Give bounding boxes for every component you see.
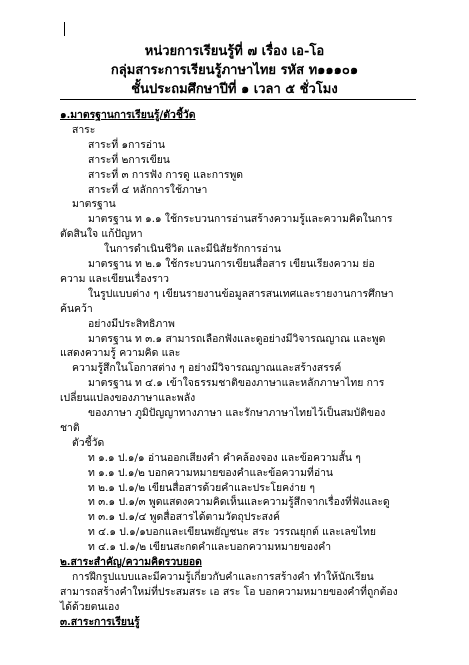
body-line: สาระที่ ๒การเขียน	[88, 153, 170, 166]
body-line: ท ๓.๑ ป.๑/๓ พูดแสดงความคิดเห็นและความรู้สึกจากเรื่องที่ฟังและดู	[88, 496, 390, 509]
body-line: ท ๑.๑ ป.๑/๑ อ่านออกเสียงคำ คำคล้องจอง และข้อความสั้น ๆ	[88, 451, 361, 464]
body-line: อย่างมีประสิทธิภาพ	[88, 317, 175, 330]
body-line: สาระที่ ๑การอ่าน	[88, 138, 165, 151]
body-line: มาตรฐาน ท ๔.๑ เข้าใจธรรมชาติของภาษาและหลักภาษาไทย การ	[88, 377, 385, 390]
body-line: ท ๑.๑ ป.๑/๒ บอกความหมายของคำและข้อความที่อ่าน	[88, 466, 334, 479]
body-line: ท ๔.๑ ป.๑/๑บอกและเขียนพยัญชนะ สระ วรรณยุกต์ และเลขไทย	[88, 526, 376, 539]
body-line: สาระ	[72, 123, 96, 136]
body-line: มาตรฐาน ท ๒.๑ ใช้กระบวนการเขียนสื่อสาร เขียนเรียงความ ย่อ	[88, 258, 375, 270]
body-line: ในการดำเนินชีวิต และมีนิสัยรักการอ่าน	[104, 243, 281, 256]
section-heading: ๑.มาตรฐานการเรียนรู้/ตัวชี้วัด	[60, 109, 196, 121]
body-line: มาตรฐาน ท ๑.๑ ใช้กระบวนการอ่านสร้างความรู้และความคิดในการ	[88, 213, 393, 226]
text-cursor	[64, 22, 65, 36]
grade-line: ชั้นประถมศึกษาปีที่ ๑ เวลา ๕ ชั่วโมง	[131, 82, 338, 97]
body-line: ความ และเขียนเรื่องราว	[60, 272, 169, 285]
body-line: สาระที่ ๓ การฟัง การดู และการพูด	[88, 168, 244, 181]
header-divider	[60, 99, 416, 100]
body-line: ของภาษา ภูมิปัญญาทางภาษา และรักษาภาษาไทยไว้เป็นสมบัติของ	[88, 407, 386, 419]
unit-title: หน่วยการเรียนรู้ที่ ๗ เรื่อง เอ-โอ	[144, 44, 325, 59]
body-line: ได้ด้วยตนเอง	[60, 600, 120, 613]
body-line: ตัดสินใจ แก้ปัญหา	[60, 228, 143, 241]
body-line: ค้นคว้า	[60, 302, 93, 315]
section-heading: ๓.สาระการเรียนรู้	[60, 615, 140, 628]
body-line: มาตรฐาน	[72, 198, 116, 211]
body-line: สามารถสร้างคำใหม่ที่ประสมสระ เอ สระ โอ บอกความหมายของคำที่ถูกต้อง	[60, 585, 398, 598]
body-line: ท ๒.๑ ป.๑/๒ เขียนสื่อสารด้วยคำและประโยคง่าย ๆ	[88, 481, 315, 494]
body-line: ตัวชี้วัด	[72, 436, 105, 449]
body-line: การฝึกรูปแบบและมีความรู้เกี่ยวกับคำและการสร้างคำ ทำให้นักเรียน	[72, 570, 374, 583]
body-line: มาตรฐาน ท ๓.๑ สามารถเลือกฟังและดูอย่างมีวิจารณญาณ และพูด	[88, 332, 386, 345]
body-line: ท ๓.๑ ป.๑/๔ พูดสื่อสารได้ตามวัตถุประสงค์	[88, 511, 280, 524]
body-line: เปลี่ยนแปลงของภาษาและพลัง	[60, 392, 196, 405]
body-line: สาระที่ ๔ หลักการใช้ภาษา	[88, 183, 208, 196]
body-line: ในรูปแบบต่าง ๆ เขียนรายงานข้อมูลสารสนเทศและรายงานการศึกษา	[88, 287, 394, 300]
subject-line: กลุ่มสาระการเรียนรู้ภาษาไทย รหัส ท๑๑๑๐๑	[110, 63, 359, 78]
body-line: ความรู้สึกในโอกาสต่าง ๆ อย่างมีวิจารณญาณและสร้างสรรค์	[72, 362, 342, 375]
body-line: ชาติ	[60, 421, 80, 434]
section-heading: ๒.สาระสำคัญ/ความคิดรวบยอด	[60, 556, 202, 568]
body-line: แสดงความรู้ ความคิด และ	[60, 347, 181, 360]
body-line: ท ๔.๑ ป.๑/๒ เขียนสะกดคำและบอกความหมายของคำ	[88, 541, 332, 554]
